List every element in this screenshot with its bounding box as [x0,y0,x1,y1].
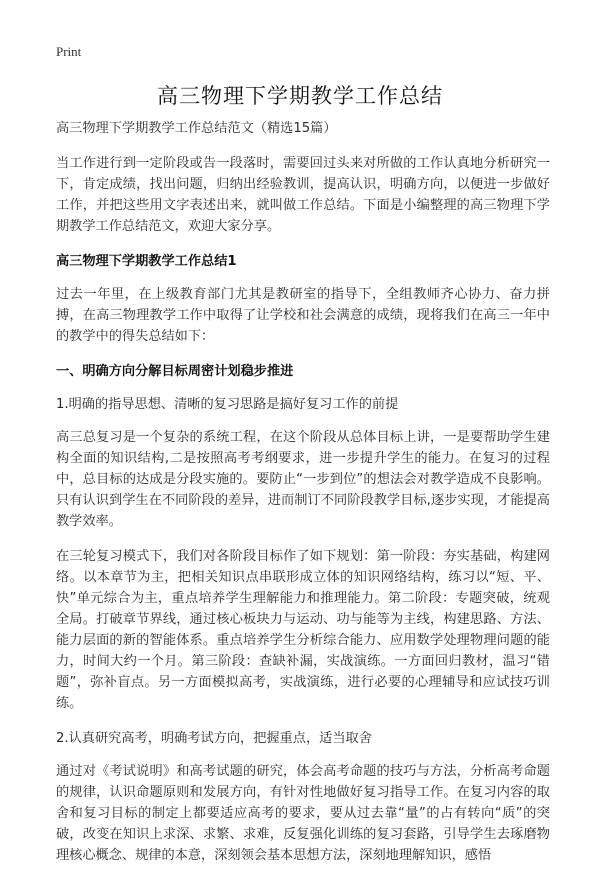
document-body [56,118,550,880]
subpoint-paragraph: 在三轮复习模式下，我们对各阶段目标作了如下规划：第一阶段：夯实基础，构建网络。以本章节为主，把相关知识点串联形成立体的知识网络结构，练习以“短、平、快”单元综合为主，重点培养学生理解能力和推理能力。第二阶段：专题突破，统观全局。打破章节界线，通过核心板块力与运动、功与能等为主线，构建思路、方法、能力层面的新的智能体系。重点培养学生分析综合能力、应用数学处理物理问题的能力，时间大约一个月。第三阶段：查缺补漏，实战演练。一方面回归教材，温习“错题”，弥补盲点。另一方面模拟高考，实战演练，进行必要的心理辅导和应试技巧训练。 [56,549,550,711]
subpoint-paragraph: 通过对《考试说明》和高考试题的研究，体会高考命题的技巧与方法，分析高考命题的规律，认识命题原则和发展方向，有针对性地做好复习指导工作。在复习内容的取舍和复习目标的制定上都要适应高考的要求，要从过去靠“量”的占有转向“质”的突破，改变在知识上求深、求繁、求难，反复强化训练的复习套路，引导学生去琢磨物理核心概念、规律的本意，深刻领会基本思想方法，深刻地理解知识，感悟 [56,764,550,863]
section-paragraph: 过去一年里，在上级教育部门尤其是教研室的指导下，全组教师齐心协力、奋力拼搏，在高三物理教学工作中取得了让学校和社会满意的成绩，现将我们在高三一年中的教学中的得失总结如下： [56,287,550,344]
point-heading: 一、明确方向分解目标周密计划稳步推进 [56,364,294,379]
subpoint-heading: 2.认真研究高考，明确考试方向，把握重点，适当取舍 [56,731,372,746]
document-title: 高三物理下学期教学工作总结 [157,84,443,108]
print-link[interactable]: Print [56,44,82,59]
section-heading: 高三物理下学期教学工作总结1 [56,254,237,269]
document-subtitle: 高三物理下学期教学工作总结范文（精选15篇） [56,121,337,136]
subpoint-heading: 1.明确的指导思想、清晰的复习思路是搞好复习工作的前提 [56,397,399,412]
intro-paragraph: 当工作进行到一定阶段或告一段落时，需要回过头来对所做的工作认真地分析研究一下，肯定成绩，找出问题，归纳出经验教训，提高认识，明确方向，以便进一步做好工作，并把这些用文字表述出来，就叫做工作总结。下面是小编整理的高三物理下学期教学工作总结范文，欢迎大家分享。 [56,156,550,234]
subpoint-paragraph: 高三总复习是一个复杂的系统工程，在这个阶段从总体目标上讲，一是要帮助学生建构全面的知识结构,二是按照高考考纲要求，进一步提升学生的能力。在复习的过程中，总目标的达成是分段实施的。要防止“一步到位”的想法会对教学造成不良影响。只有认识到学生在不同阶段的差异，进而制订不同阶段教学目标,逐步实现，才能提高教学效率。 [56,430,550,529]
